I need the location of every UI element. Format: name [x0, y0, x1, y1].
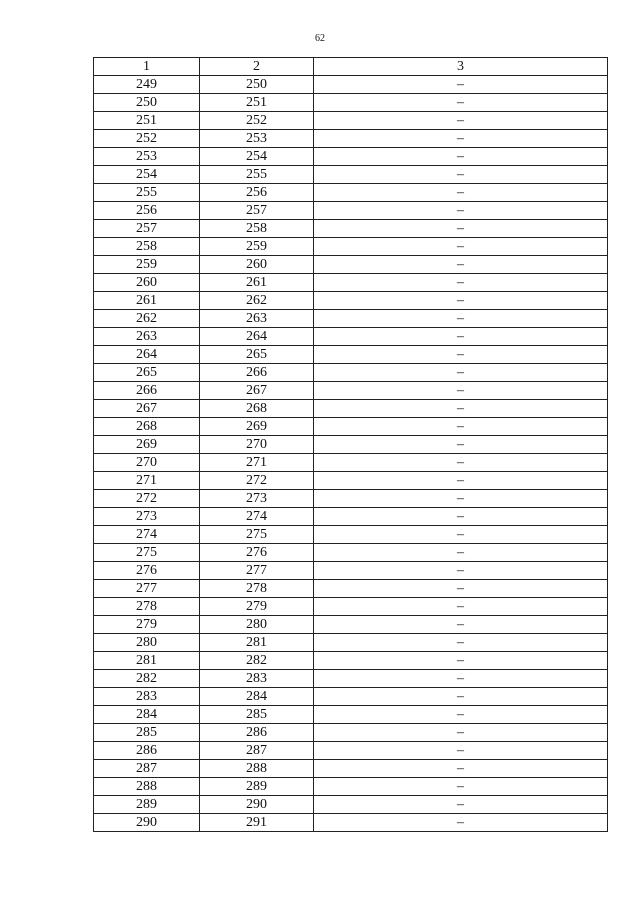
table-cell-col-1: 277 — [94, 580, 200, 598]
table-cell-col-2: 266 — [200, 364, 314, 382]
table-cell-col-2: 288 — [200, 760, 314, 778]
table-cell-col-2: 278 — [200, 580, 314, 598]
table-cell-col-1: 253 — [94, 148, 200, 166]
table-cell-col-2: 256 — [200, 184, 314, 202]
table-cell-col-1: 252 — [94, 130, 200, 148]
table-cell-col-2: 268 — [200, 400, 314, 418]
table-cell-col-1: 283 — [94, 688, 200, 706]
table-cell-col-3: – — [314, 544, 608, 562]
table-cell-col-2: 251 — [200, 94, 314, 112]
column-header-3: 3 — [314, 58, 608, 76]
table-cell-col-2: 275 — [200, 526, 314, 544]
table-row — [94, 508, 608, 526]
table-cell-col-3: – — [314, 706, 608, 724]
table-cell-col-1: 260 — [94, 274, 200, 292]
table-body — [94, 76, 608, 832]
table-cell-col-2: 264 — [200, 328, 314, 346]
table-cell-col-2: 276 — [200, 544, 314, 562]
table-row — [94, 310, 608, 328]
table-cell-col-3: – — [314, 328, 608, 346]
table-cell-col-1: 266 — [94, 382, 200, 400]
table-cell-col-2: 284 — [200, 688, 314, 706]
table-cell-col-3: – — [314, 724, 608, 742]
table-cell-col-3: – — [314, 364, 608, 382]
table-row — [94, 634, 608, 652]
table-cell-col-2: 260 — [200, 256, 314, 274]
table-row — [94, 436, 608, 454]
table-cell-col-1: 259 — [94, 256, 200, 274]
table-cell-col-3: – — [314, 490, 608, 508]
table-cell-col-1: 282 — [94, 670, 200, 688]
table-cell-col-2: 277 — [200, 562, 314, 580]
table-row — [94, 202, 608, 220]
table-cell-col-1: 269 — [94, 436, 200, 454]
table-cell-col-3: – — [314, 796, 608, 814]
table-cell-col-1: 261 — [94, 292, 200, 310]
table-cell-col-1: 281 — [94, 652, 200, 670]
table-cell-col-1: 256 — [94, 202, 200, 220]
table-row — [94, 796, 608, 814]
table-cell-col-3: – — [314, 310, 608, 328]
table-row — [94, 220, 608, 238]
table-cell-col-3: – — [314, 760, 608, 778]
table-cell-col-3: – — [314, 400, 608, 418]
table-cell-col-3: – — [314, 238, 608, 256]
table-row — [94, 490, 608, 508]
table-cell-col-1: 258 — [94, 238, 200, 256]
table-cell-col-3: – — [314, 292, 608, 310]
table-cell-col-1: 268 — [94, 418, 200, 436]
table-cell-col-2: 258 — [200, 220, 314, 238]
table-cell-col-2: 267 — [200, 382, 314, 400]
table-row — [94, 166, 608, 184]
table-cell-col-2: 279 — [200, 598, 314, 616]
table-cell-col-1: 262 — [94, 310, 200, 328]
table-cell-col-1: 284 — [94, 706, 200, 724]
table-cell-col-2: 287 — [200, 742, 314, 760]
table-row — [94, 652, 608, 670]
table-row — [94, 148, 608, 166]
table-cell-col-1: 274 — [94, 526, 200, 544]
table-cell-col-2: 261 — [200, 274, 314, 292]
table-cell-col-2: 262 — [200, 292, 314, 310]
table-row — [94, 670, 608, 688]
table-row — [94, 292, 608, 310]
table-cell-col-3: – — [314, 688, 608, 706]
table-cell-col-1: 255 — [94, 184, 200, 202]
header-row — [94, 58, 608, 76]
table-cell-col-2: 271 — [200, 454, 314, 472]
table-cell-col-3: – — [314, 742, 608, 760]
table-row — [94, 562, 608, 580]
table-cell-col-2: 270 — [200, 436, 314, 454]
table-cell-col-1: 271 — [94, 472, 200, 490]
table-cell-col-3: – — [314, 346, 608, 364]
table-cell-col-2: 253 — [200, 130, 314, 148]
table-cell-col-2: 285 — [200, 706, 314, 724]
table-row — [94, 364, 608, 382]
table-cell-col-1: 276 — [94, 562, 200, 580]
table-cell-col-2: 254 — [200, 148, 314, 166]
table-row — [94, 454, 608, 472]
table-cell-col-1: 257 — [94, 220, 200, 238]
table-cell-col-3: – — [314, 148, 608, 166]
table-row — [94, 706, 608, 724]
table-cell-col-2: 290 — [200, 796, 314, 814]
table-cell-col-3: – — [314, 562, 608, 580]
table-cell-col-3: – — [314, 472, 608, 490]
table-cell-col-1: 249 — [94, 76, 200, 94]
table-cell-col-1: 270 — [94, 454, 200, 472]
table-row — [94, 112, 608, 130]
table-cell-col-3: – — [314, 184, 608, 202]
table-row — [94, 130, 608, 148]
page-number: 62 — [315, 33, 325, 44]
table-row — [94, 94, 608, 112]
table-row — [94, 724, 608, 742]
table-row — [94, 184, 608, 202]
column-header-1: 1 — [94, 58, 200, 76]
table-cell-col-3: – — [314, 814, 608, 832]
table-cell-col-1: 279 — [94, 616, 200, 634]
table-cell-col-2: 274 — [200, 508, 314, 526]
table-cell-col-2: 281 — [200, 634, 314, 652]
table-cell-col-3: – — [314, 202, 608, 220]
table-cell-col-2: 255 — [200, 166, 314, 184]
table-cell-col-1: 288 — [94, 778, 200, 796]
table-cell-col-2: 291 — [200, 814, 314, 832]
table-row — [94, 328, 608, 346]
table-cell-col-1: 263 — [94, 328, 200, 346]
table-cell-col-1: 254 — [94, 166, 200, 184]
table-row — [94, 526, 608, 544]
table-cell-col-2: 252 — [200, 112, 314, 130]
table-row — [94, 382, 608, 400]
table-cell-col-1: 273 — [94, 508, 200, 526]
table-cell-col-3: – — [314, 508, 608, 526]
table-cell-col-3: – — [314, 256, 608, 274]
table-row — [94, 814, 608, 832]
table-row — [94, 346, 608, 364]
table-cell-col-3: – — [314, 436, 608, 454]
table-cell-col-1: 280 — [94, 634, 200, 652]
table-cell-col-3: – — [314, 778, 608, 796]
table-row — [94, 616, 608, 634]
table-cell-col-1: 287 — [94, 760, 200, 778]
column-header-2: 2 — [200, 58, 314, 76]
table-cell-col-3: – — [314, 580, 608, 598]
table-cell-col-3: – — [314, 274, 608, 292]
table-cell-col-1: 250 — [94, 94, 200, 112]
table-cell-col-2: 272 — [200, 472, 314, 490]
table-cell-col-3: – — [314, 220, 608, 238]
table-cell-col-3: – — [314, 94, 608, 112]
table-row — [94, 760, 608, 778]
table-cell-col-1: 278 — [94, 598, 200, 616]
table-row — [94, 742, 608, 760]
table-cell-col-3: – — [314, 382, 608, 400]
table-cell-col-1: 267 — [94, 400, 200, 418]
table-row — [94, 778, 608, 796]
table-cell-col-2: 269 — [200, 418, 314, 436]
table-cell-col-2: 280 — [200, 616, 314, 634]
table-cell-col-3: – — [314, 76, 608, 94]
table-cell-col-1: 285 — [94, 724, 200, 742]
table-row — [94, 580, 608, 598]
table-row — [94, 688, 608, 706]
table-cell-col-1: 272 — [94, 490, 200, 508]
table-cell-col-3: – — [314, 634, 608, 652]
table-cell-col-2: 286 — [200, 724, 314, 742]
table-row — [94, 400, 608, 418]
table-header — [94, 58, 608, 76]
table-cell-col-2: 250 — [200, 76, 314, 94]
table-cell-col-3: – — [314, 652, 608, 670]
table-cell-col-1: 289 — [94, 796, 200, 814]
table-cell-col-2: 265 — [200, 346, 314, 364]
table-row — [94, 544, 608, 562]
table-row — [94, 598, 608, 616]
table-cell-col-2: 273 — [200, 490, 314, 508]
table-row — [94, 238, 608, 256]
table-cell-col-2: 257 — [200, 202, 314, 220]
table-cell-col-3: – — [314, 616, 608, 634]
table-cell-col-2: 283 — [200, 670, 314, 688]
table-cell-col-1: 264 — [94, 346, 200, 364]
table-cell-col-1: 251 — [94, 112, 200, 130]
table-cell-col-2: 289 — [200, 778, 314, 796]
table-row — [94, 76, 608, 94]
table-cell-col-3: – — [314, 112, 608, 130]
table-cell-col-3: – — [314, 130, 608, 148]
table-cell-col-3: – — [314, 166, 608, 184]
table-row — [94, 274, 608, 292]
table-cell-col-2: 263 — [200, 310, 314, 328]
table-row — [94, 418, 608, 436]
table-cell-col-3: – — [314, 670, 608, 688]
table-cell-col-1: 290 — [94, 814, 200, 832]
table-cell-col-3: – — [314, 418, 608, 436]
table-cell-col-2: 282 — [200, 652, 314, 670]
table-cell-col-3: – — [314, 598, 608, 616]
table-cell-col-3: – — [314, 526, 608, 544]
table-cell-col-2: 259 — [200, 238, 314, 256]
table-row — [94, 472, 608, 490]
table-row — [94, 256, 608, 274]
table-cell-col-1: 286 — [94, 742, 200, 760]
data-table — [93, 57, 608, 832]
table-cell-col-3: – — [314, 454, 608, 472]
table-cell-col-1: 265 — [94, 364, 200, 382]
table-cell-col-1: 275 — [94, 544, 200, 562]
